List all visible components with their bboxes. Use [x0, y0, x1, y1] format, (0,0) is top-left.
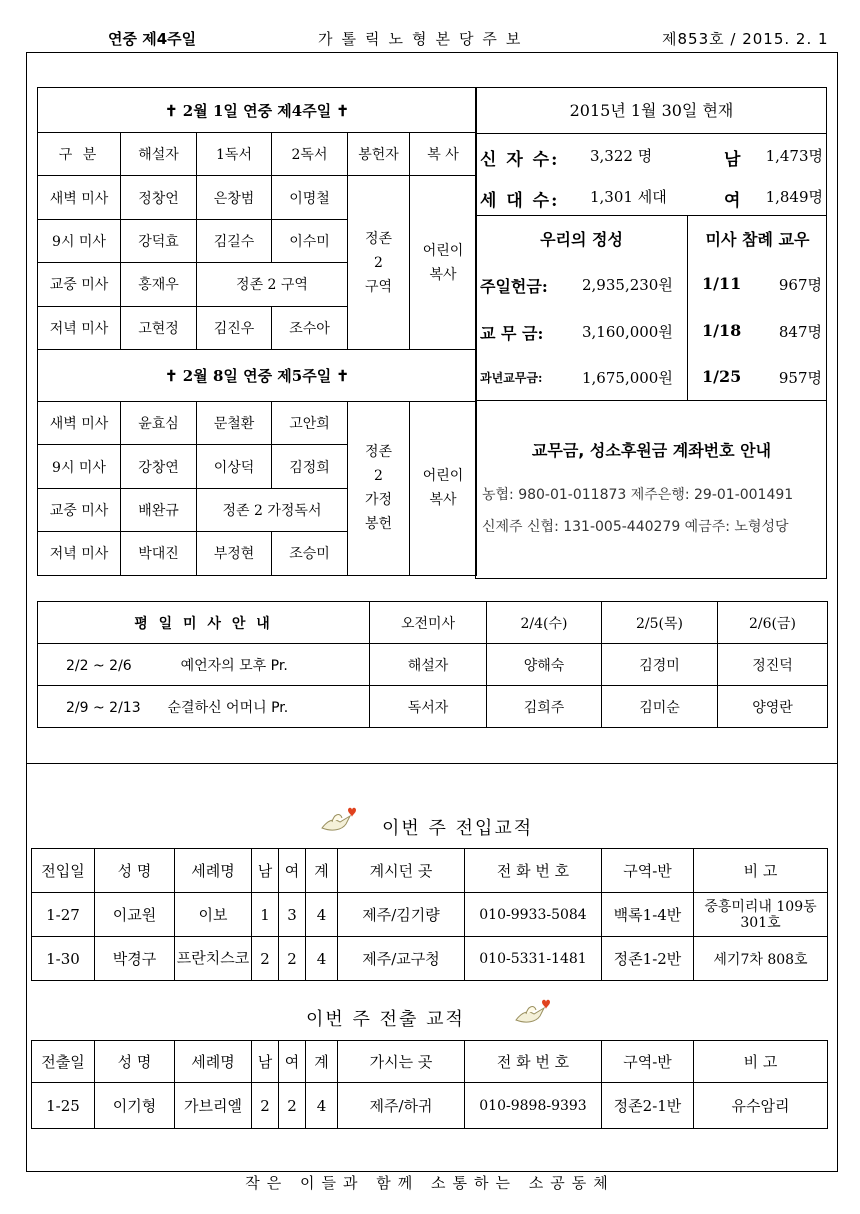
week2-title: ✝ 2월 8일 연중 제5주일 ✝: [38, 349, 477, 401]
weekday-period-cell: [38, 644, 370, 686]
altar-server-cell: [410, 401, 477, 575]
col-header: 전 화 번 호: [465, 849, 602, 893]
attendance-count: 957명: [778, 369, 822, 387]
col-header: 남: [252, 849, 279, 893]
period: 2/2 ~ 2/6: [66, 657, 132, 674]
cell: 4: [306, 893, 338, 937]
transfer-in-table: [31, 848, 828, 981]
cell: 가브리엘: [175, 1083, 252, 1129]
name: 양영란: [718, 686, 828, 728]
offering-label: 교 무 금:: [480, 324, 544, 343]
name: 김경미: [602, 644, 718, 686]
ministry-schedule-table: [37, 87, 477, 576]
cell: 제주/하귀: [338, 1083, 465, 1129]
divider: [476, 400, 827, 401]
male-value: 1,473명: [765, 147, 823, 165]
offerer-line: 2: [374, 468, 383, 485]
attendance-date: 1/25: [702, 367, 742, 386]
cell: 제주/교구청: [338, 937, 465, 981]
role: 해설자: [370, 644, 487, 686]
reader-2: 김정희: [272, 445, 348, 488]
cell: 세기7차 808호: [694, 937, 828, 981]
households-value: 1,301 세대: [590, 188, 667, 206]
day-header: 2/6(금): [718, 602, 828, 644]
stats-as-of: 2015년 1월 30일 현재: [569, 101, 734, 120]
dove-heart-icon: [514, 998, 550, 1028]
account-info-title: 교무금, 성소후원금 계좌번호 안내: [531, 441, 772, 460]
believers-row: [480, 135, 825, 175]
schedule-row: [38, 401, 477, 444]
col-header: 계: [306, 849, 338, 893]
name: 정진덕: [718, 644, 828, 686]
reader-2: 조수아: [272, 306, 348, 349]
altar-server-cell: [410, 176, 477, 350]
reader-2: 조승미: [272, 532, 348, 575]
attendance-date: 1/11: [702, 274, 742, 293]
section-divider: [26, 763, 838, 764]
col-header: 계시던 곳: [338, 849, 465, 893]
offerer-line: 2: [374, 254, 383, 271]
reader-1: 김길수: [197, 219, 272, 262]
altar-line: 복사: [429, 492, 457, 509]
cell: 제주/김기량: [338, 893, 465, 937]
col-header: 봉헌자: [348, 133, 410, 176]
cell: 중흥미리내 109동 301호: [694, 893, 828, 937]
cell: 정존2-1반: [602, 1083, 694, 1129]
col-header: 비 고: [694, 849, 828, 893]
transfer-out-table: [31, 1040, 828, 1129]
offering-value: 2,935,230원: [582, 276, 673, 294]
weekday-title: 평 일 미 사 안 내: [38, 602, 370, 644]
cell: 1-25: [32, 1083, 95, 1129]
believers-label: 신 자 수:: [480, 150, 560, 170]
reader-1: 문철환: [197, 401, 272, 444]
transfer-in-header-row: [32, 849, 828, 893]
account-line-1: 농협: 980-01-011873 제주은행: 29-01-001491: [482, 487, 794, 503]
phone-cell: 010-9933-5084: [465, 893, 602, 937]
week1-title: ✝ 2월 1일 연중 제4주일 ✝: [38, 88, 477, 133]
transfer-out-caption: 이번 주 전출 교적: [306, 1009, 465, 1030]
divider: [476, 215, 827, 216]
commentator: 박대진: [121, 532, 197, 575]
offerer-line: 가정: [364, 492, 393, 509]
cell: 정존1-2반: [602, 937, 694, 981]
offering-value: 1,675,000원: [582, 369, 673, 387]
reader-2: 이명철: [272, 176, 348, 219]
col-header: 남: [252, 1041, 279, 1083]
readers-merged: 정존 2 구역: [197, 263, 348, 306]
attendance-heading: 미사 참례 교우: [705, 230, 810, 249]
reader-1: 김진우: [197, 306, 272, 349]
cell: 4: [306, 937, 338, 981]
commentator: 윤효심: [121, 401, 197, 444]
col-header: 해설자: [121, 133, 197, 176]
col-header: 세례명: [175, 849, 252, 893]
col-header: 전입일: [32, 849, 95, 893]
col-header: 전출일: [32, 1041, 95, 1083]
issue-number: 제853호 / 2015. 2. 1: [662, 30, 829, 48]
name: 김희주: [487, 686, 602, 728]
col-header: 전 화 번 호: [465, 1041, 602, 1083]
offerer-cell: [348, 401, 410, 575]
commentator: 강창연: [121, 445, 197, 488]
morning-mass-header: 오전미사: [370, 602, 487, 644]
attendance-count: 967명: [778, 276, 822, 294]
reader-1: 이상덕: [197, 445, 272, 488]
altar-line: 어린이: [422, 242, 464, 259]
col-header: 성 명: [95, 849, 175, 893]
commentator: 정창언: [121, 176, 197, 219]
weekday-row: [38, 644, 828, 686]
phone-cell: 010-5331-1481: [465, 937, 602, 981]
cell: 이기형: [95, 1083, 175, 1129]
altar-line: 복사: [429, 266, 457, 283]
schedule-row: [38, 176, 477, 219]
col-header: 성 명: [95, 1041, 175, 1083]
parish-stats-panel: [475, 87, 827, 579]
reader-2: 고안희: [272, 401, 348, 444]
offerer-line: 봉헌: [364, 516, 393, 533]
offerer-line: 정존: [364, 230, 393, 247]
weekday-mass-table: [37, 601, 828, 728]
intention: 예언자의 모후 Pr.: [180, 657, 288, 674]
male-label: 남: [724, 150, 741, 170]
offerer-cell: [348, 176, 410, 350]
col-header: 여: [279, 1041, 306, 1083]
cell: 3: [279, 893, 306, 937]
cell: 2: [252, 937, 279, 981]
col-header: 계: [306, 1041, 338, 1083]
cell: 2: [279, 1083, 306, 1129]
account-line-2: 신제주 신협: 131-005-440279 예금주: 노형성당: [482, 519, 789, 535]
cell: 백록1-4반: [602, 893, 694, 937]
mass-name: 저녁 미사: [38, 306, 121, 349]
female-label: 여: [724, 191, 741, 211]
offering-label: 과년교무금:: [480, 371, 543, 385]
mass-name: 새벽 미사: [38, 176, 121, 219]
cell: 1: [252, 893, 279, 937]
readers-merged: 정존 2 가정독서: [197, 488, 348, 531]
commentator: 강덕효: [121, 219, 197, 262]
attendance-date: 1/18: [702, 321, 742, 340]
cell: 박경구: [95, 937, 175, 981]
offering-heading: 우리의 정성: [540, 230, 623, 249]
households-label: 세 대 수:: [480, 191, 560, 211]
households-row: [480, 176, 825, 216]
week2-title-row: [38, 349, 477, 401]
cell: 2: [279, 937, 306, 981]
offering-value: 3,160,000원: [582, 323, 673, 341]
col-header: 비 고: [694, 1041, 828, 1083]
role: 독서자: [370, 686, 487, 728]
cell: 유수암리: [694, 1083, 828, 1129]
dove-heart-icon: [320, 806, 356, 836]
attendance-count: 847명: [778, 323, 822, 341]
mass-name: 새벽 미사: [38, 401, 121, 444]
female-value: 1,849명: [765, 188, 823, 206]
col-header: 구역-반: [602, 1041, 694, 1083]
footer-motto: 작은 이들과 함께 소통하는 소공동체: [245, 1174, 615, 1192]
name: 김미순: [602, 686, 718, 728]
reader-1: 부정현: [197, 532, 272, 575]
altar-line: 어린이: [422, 468, 464, 485]
col-header: 여: [279, 849, 306, 893]
day-header: 2/4(수): [487, 602, 602, 644]
phone-cell: 010-9898-9393: [465, 1083, 602, 1129]
col-header: 1독서: [197, 133, 272, 176]
weekday-header-row: [38, 602, 828, 644]
schedule-header-row: [38, 133, 477, 176]
reader-1: 은창범: [197, 176, 272, 219]
week1-title-row: [38, 88, 477, 133]
cell: 2: [252, 1083, 279, 1129]
table-row: [32, 937, 828, 981]
cell: 1-27: [32, 893, 95, 937]
divider: [476, 133, 827, 134]
table-row: [32, 893, 828, 937]
col-header: 복 사: [410, 133, 477, 176]
offerer-line: 구역: [364, 278, 393, 295]
cell: 프란치스코: [175, 937, 252, 981]
col-header: 세례명: [175, 1041, 252, 1083]
commentator: 배완규: [121, 488, 197, 531]
day-header: 2/5(목): [602, 602, 718, 644]
period: 2/9 ~ 2/13: [66, 699, 141, 716]
weekday-row: [38, 686, 828, 728]
commentator: 고현정: [121, 306, 197, 349]
header-sunday-label: 연중 제4주일: [108, 30, 197, 48]
col-header: 구 분: [38, 133, 121, 176]
transfer-out-header-row: [32, 1041, 828, 1083]
mass-name: 9시 미사: [38, 219, 121, 262]
believers-value: 3,322 명: [590, 147, 653, 165]
reader-2: 이수미: [272, 219, 348, 262]
offerer-line: 정존: [364, 444, 393, 461]
col-header: 2독서: [272, 133, 348, 176]
cell: 이보: [175, 893, 252, 937]
name: 양해숙: [487, 644, 602, 686]
intention: 순결하신 어머니 Pr.: [167, 699, 289, 716]
bulletin-title: 가톨릭노형본당주보: [318, 30, 530, 48]
mass-name: 저녁 미사: [38, 532, 121, 575]
col-header: 구역-반: [602, 849, 694, 893]
mass-name: 교중 미사: [38, 263, 121, 306]
offering-label: 주일헌금:: [480, 277, 548, 296]
weekday-period-cell: [38, 686, 370, 728]
cell: 이교원: [95, 893, 175, 937]
mass-name: 교중 미사: [38, 488, 121, 531]
transfer-in-caption: 이번 주 전입교적: [382, 818, 534, 839]
mass-name: 9시 미사: [38, 445, 121, 488]
cell: 4: [306, 1083, 338, 1129]
commentator: 홍재우: [121, 263, 197, 306]
cell: 1-30: [32, 937, 95, 981]
table-row: [32, 1083, 828, 1129]
col-header: 가시는 곳: [338, 1041, 465, 1083]
